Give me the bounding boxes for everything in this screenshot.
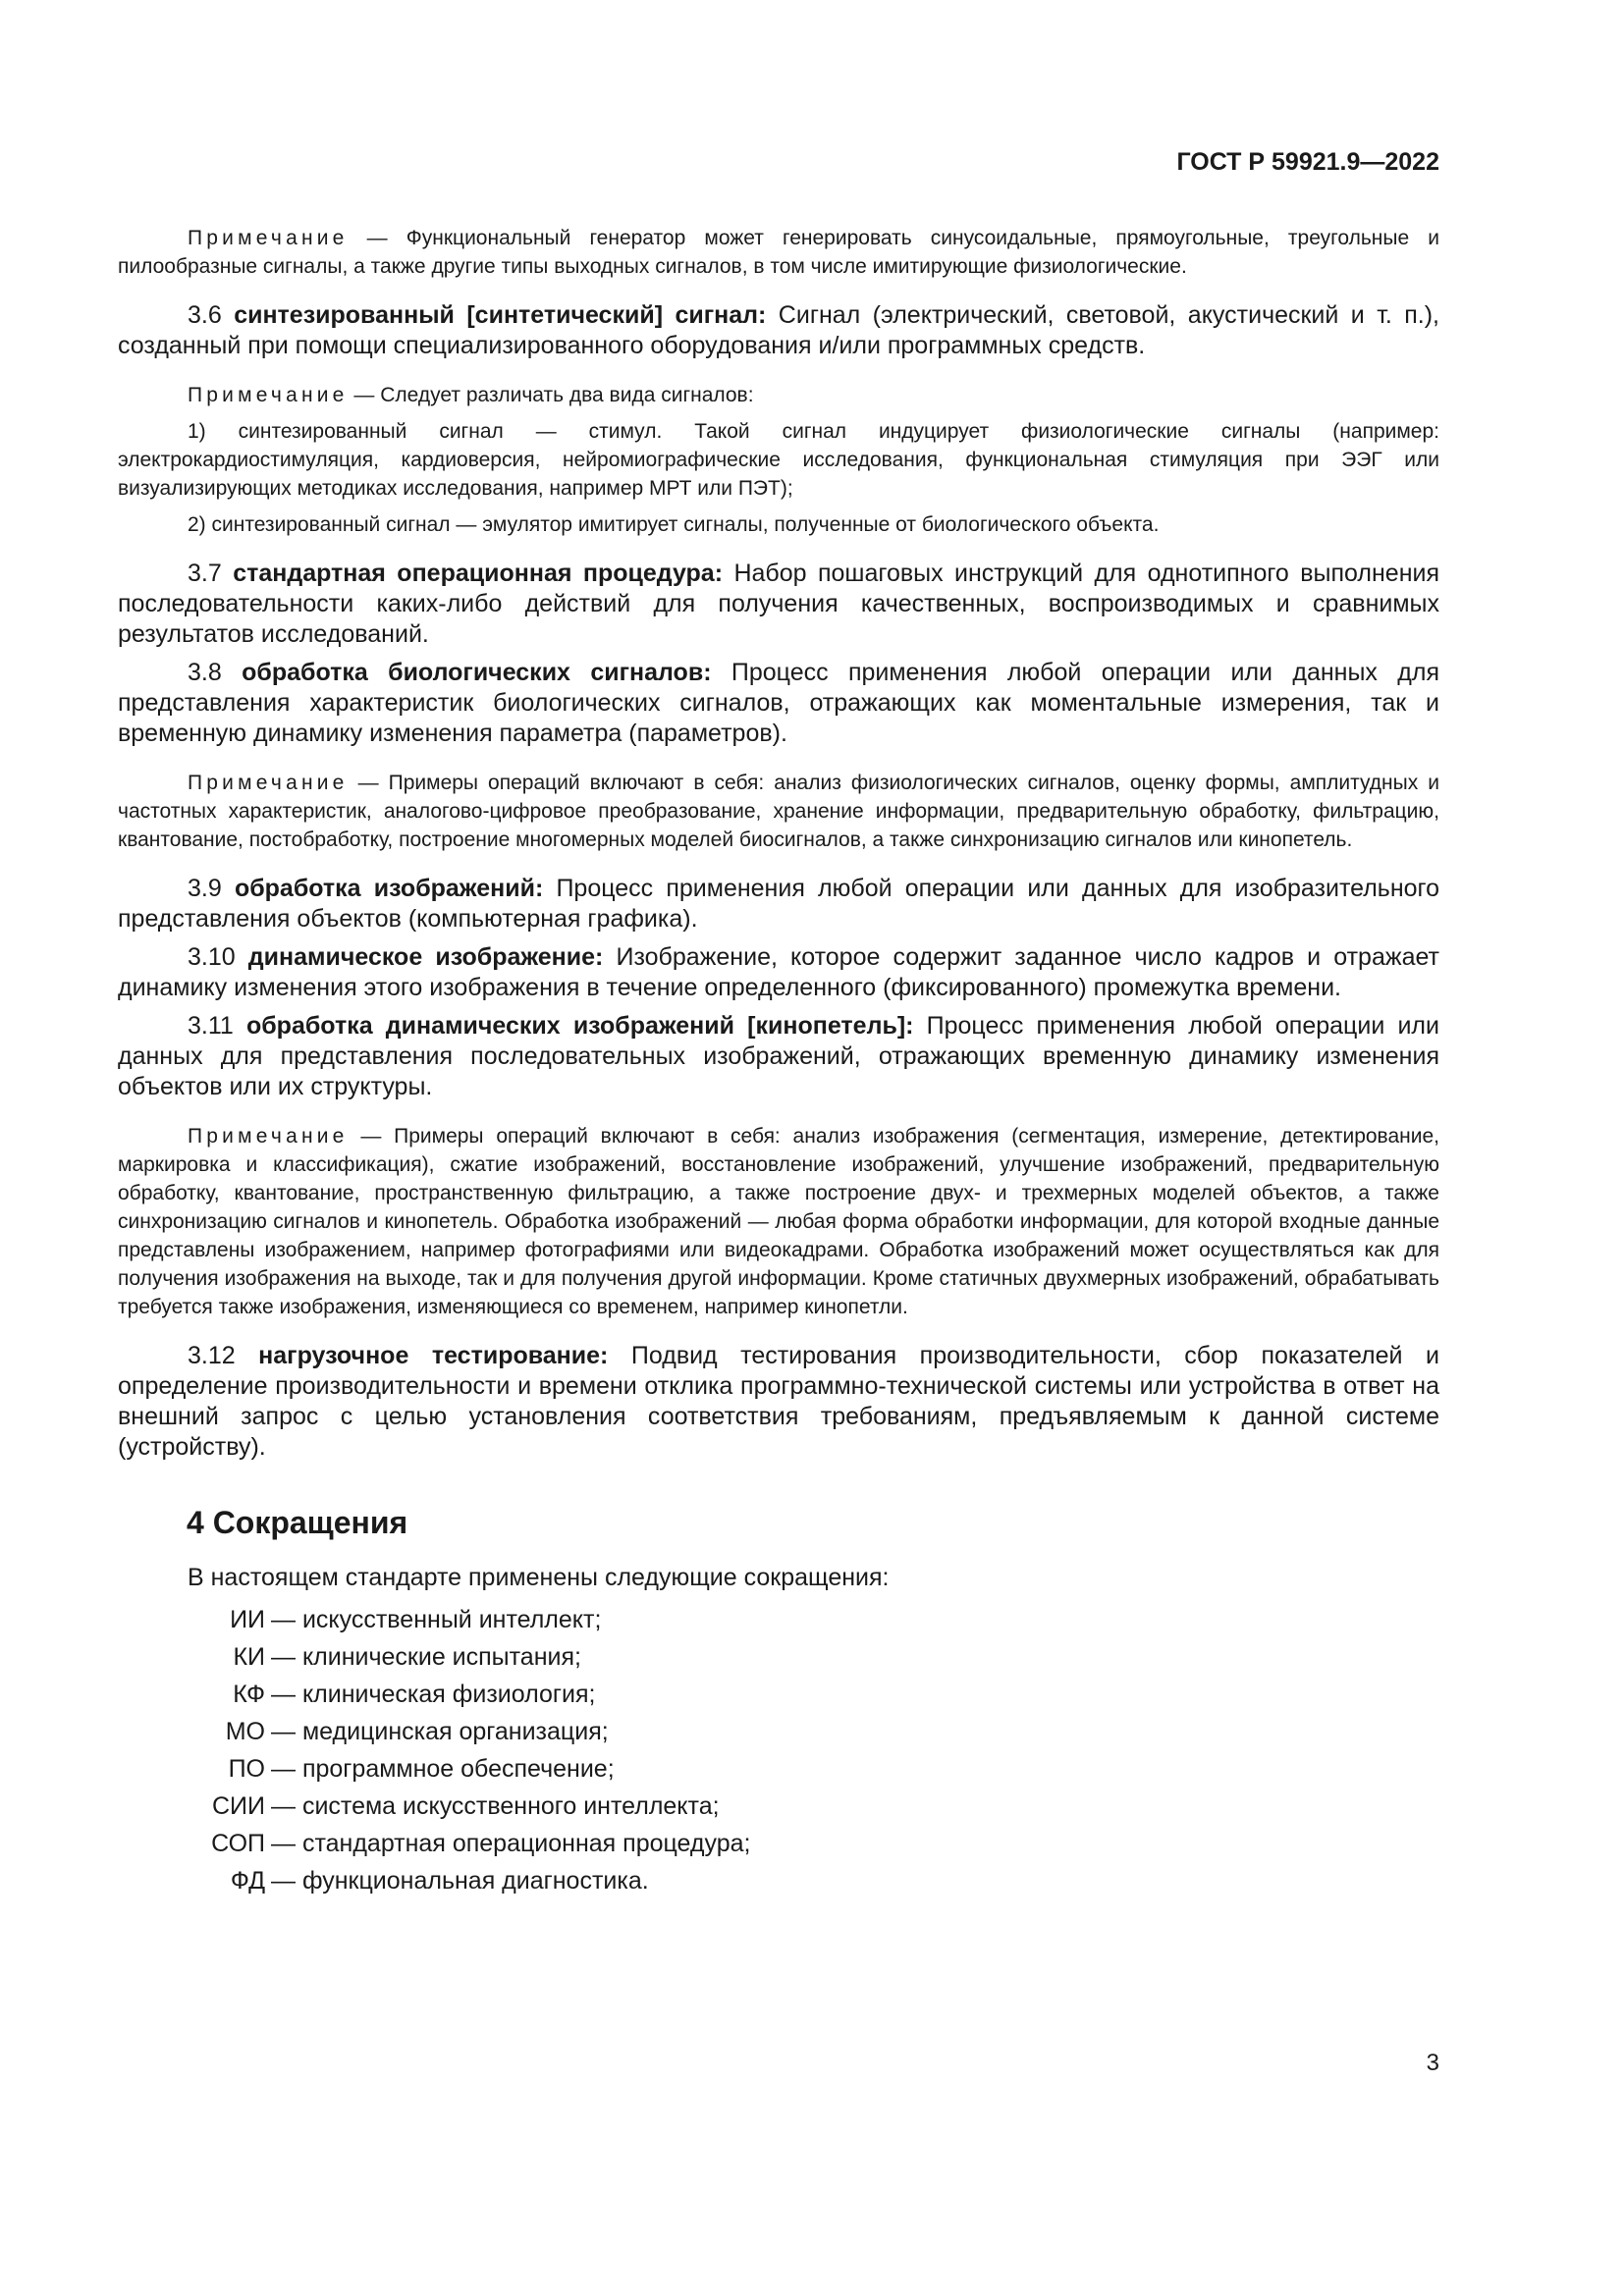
abbreviation-meaning: — стандартная операционная процедура; <box>271 1830 751 1857</box>
note-function-generator: Примечание — Функциональный генератор может генерировать синусоидальные, прямоугольные, треугольные и пилообразные сигналы, а также другие типы выходных сигналов, в том числе имитирующие физиологические. <box>118 227 1439 278</box>
note-image-operations: Примечание — Примеры операций включают в себя: анализ изображения (сегментация, измерение, детектирование, маркировка и классификация), сжатие изображений, восстановление изображений, улучшение изображений, предварительную обработку, квантование, пространственную фильтрацию, а также построение двух- и трехмерных моделей объектов, а также синхронизацию сигналов и кинопетель. Обработка изображений — любая форма обработки информации, для которой входные данные представлены изображением, например фотографиями или видеокадрами. Обработка изображений может осуществляться как для получения изображения на выходе, так и для получения другой информации. Кроме статичных двухмерных изображений, обрабатывать требуется также изображения, изменяющиеся со временем, например кинопетли. <box>118 1125 1439 1318</box>
section-intro: В настоящем стандарте применены следующие сокращения: <box>188 1564 890 1591</box>
section-title: 4 Сокращения <box>187 1505 408 1540</box>
page-content <box>118 224 1439 1899</box>
note-biosignal-operations: Примечание — Примеры операций включают в себя: анализ физиологических сигналов, оценку формы, амплитудных и частотных характеристик, аналогово-цифровое преобразование, хранение информации, предварительную обработку, фильтрацию, квантование, постобработку, построение многомерных моделей биосигналов, а также синхронизацию сигналов или кинопетель. <box>118 772 1439 851</box>
term-title: стандартная операционная процедура: <box>233 560 724 587</box>
term-3-7: 3.7 стандартная операционная процедура: Набор пошаговых инструкций для однотипного выполнения последовательности каких-либо действий для получения качественных, воспроизводимых и сравнимых результатов исследований. <box>118 560 1440 648</box>
term-3-11: 3.11 обработка динамических изображений [кинопетель]: Процесс применения любой операции или данных для представления последовательных изображений, отражающих временную динамику изменения объектов или их структуры. <box>118 1012 1439 1100</box>
abbreviation-list <box>118 1601 1439 1899</box>
abbreviation-meaning: — функциональная диагностика. <box>271 1867 649 1895</box>
abbreviation-meaning: — искусственный интеллект; <box>271 1606 602 1633</box>
term-title: обработка динамических изображений [кинопетель]: <box>245 1012 914 1040</box>
abbreviation-code: ИИ <box>230 1606 265 1633</box>
term-3-8: 3.8 обработка биологических сигналов: Процесс применения любой операции или данных для представления характеристик биологических сигналов, отражающих как моментальные измерения, так и временную динамику изменения параметра (параметров). <box>118 659 1440 747</box>
abbreviation-meaning: — система искусственного интеллекта; <box>271 1792 720 1820</box>
abbreviation-meaning: — медицинская организация; <box>271 1718 609 1745</box>
note-signal-types: Примечание — Следует различать два вида сигналов: <box>188 384 754 406</box>
note-label: Примечание <box>188 1125 349 1148</box>
term-title: синтезированный [синтетический] сигнал: <box>234 301 767 329</box>
note-list-item: 2) синтезированный сигнал — эмулятор имитирует сигналы, полученные от биологического объекта. <box>188 513 1160 536</box>
term-3-6: 3.6 синтезированный [синтетический] сигнал: Сигнал (электрический, световой, акустический и т. п.), созданный при помощи специализированного оборудования и/или программных средств. <box>118 301 1440 359</box>
abbreviation-meaning: — клиническая физиология; <box>271 1681 596 1708</box>
term-title: нагрузочное тестирование: <box>258 1342 609 1369</box>
abbreviation-code: СИИ <box>212 1792 265 1820</box>
term-3-12: 3.12 нагрузочное тестирование: Подвид тестирования производительности, сбор показателей и определение производительности и времени отклика программно-технической системы или устройства в ответ на внешний запрос с целью установления соответствия требованиям, предъявляемым к данной системе (устройству). <box>118 1342 1439 1461</box>
note-label: Примечание <box>188 772 349 794</box>
abbreviation-code: СОП <box>211 1830 265 1857</box>
abbreviation-code: ПО <box>228 1755 265 1783</box>
document-header: ГОСТ Р 59921.9—2022 <box>1176 148 1439 176</box>
term-title: динамическое изображение: <box>247 943 604 971</box>
abbreviation-item <box>118 1713 1439 1750</box>
abbreviation-item <box>118 1862 1439 1899</box>
note-label: Примечание <box>188 227 349 249</box>
abbreviation-code: КИ <box>233 1643 265 1671</box>
abbreviation-code: КФ <box>233 1681 265 1708</box>
note-list-item: 1) синтезированный сигнал — стимул. Такой сигнал индуцирует физиологические сигналы (например: электрокардиостимуляция, кардиоверсия, нейромиографические исследования, функциональная стимуляция при ЭЭГ или визуализирующих методиках исследования, например МРТ или ПЭТ); <box>118 420 1439 500</box>
abbreviation-meaning: — программное обеспечение; <box>271 1755 615 1783</box>
note-label: Примечание <box>188 384 349 406</box>
abbreviation-code: ФД <box>230 1867 265 1895</box>
term-3-9: 3.9 обработка изображений: Процесс применения любой операции или данных для изобразительного представления объектов (компьютерная графика). <box>118 875 1440 933</box>
abbreviation-item <box>118 1676 1439 1713</box>
page-number: 3 <box>1426 2050 1439 2076</box>
abbreviation-item <box>118 1638 1439 1676</box>
abbreviation-item <box>118 1825 1439 1862</box>
abbreviation-item <box>118 1750 1439 1788</box>
term-title: обработка изображений: <box>234 875 544 902</box>
abbreviation-meaning: — клинические испытания; <box>271 1643 581 1671</box>
abbreviation-code: МО <box>225 1718 265 1745</box>
abbreviation-item <box>118 1788 1439 1825</box>
term-3-10: 3.10 динамическое изображение: Изображение, которое содержит заданное число кадров и отражает динамику изменения этого изображения в течение определенного (фиксированного) промежутка времени. <box>118 943 1439 1001</box>
abbreviation-item <box>118 1601 1439 1638</box>
term-title: обработка биологических сигналов: <box>242 659 712 686</box>
